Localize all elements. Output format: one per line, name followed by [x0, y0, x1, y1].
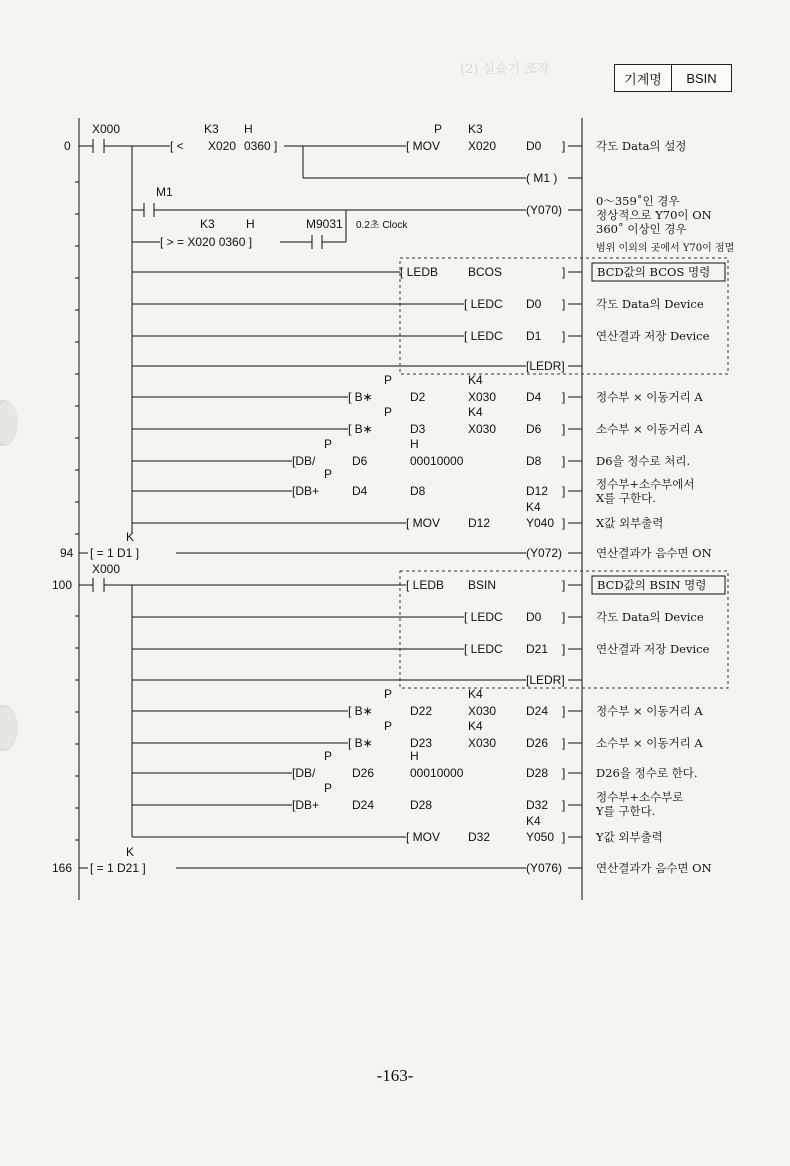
comment-store-dev-2: 연산결과 저장 Device — [596, 642, 710, 656]
comment-range-1: 0～359˚인 경우 — [596, 194, 680, 208]
ledb-bsin: [ LEDB — [406, 578, 445, 592]
arith1-b: X030 — [468, 422, 497, 436]
arith1-row-3 — [292, 467, 565, 498]
ledc-d1: [ LEDC — [464, 329, 503, 343]
clock-note: 0.2초 Clock — [356, 220, 408, 231]
arith2-op: [DB/ — [292, 766, 316, 780]
comment-neg2: 연산결과가 음수면 ON — [596, 861, 712, 875]
arith2-row-0 — [348, 687, 565, 718]
arith2-dst: D32 — [526, 798, 549, 812]
ledc-d0: [ LEDC — [464, 297, 503, 311]
arith2-a: D32 — [468, 830, 491, 844]
arith1-a: D12 — [468, 516, 491, 530]
arith1-row-2 — [292, 437, 565, 468]
arith1-a: D6 — [352, 454, 368, 468]
machine-name-label: 기계명 — [615, 65, 672, 91]
arith1-row-4 — [406, 500, 565, 530]
ledc2-d21-arg: D21 — [526, 642, 549, 656]
arith2-close: ] — [562, 830, 566, 844]
comment-sum2-2: Y를 구한다. — [596, 804, 656, 818]
arith2-op: [DB+ — [292, 798, 320, 812]
arith1-p: P — [384, 405, 393, 419]
mov-k3: K3 — [468, 122, 483, 136]
cmp-operand-b: 0360 ] — [244, 139, 278, 153]
arith2-p: P — [384, 719, 393, 733]
arith1-dst: D6 — [526, 422, 542, 436]
arith1-b: 00010000 — [410, 454, 464, 468]
ledr-2: [LEDR] — [526, 673, 565, 687]
arith2-b: X030 — [468, 736, 497, 750]
arith2-p: P — [324, 781, 333, 795]
arith2-row-4 — [406, 814, 565, 844]
arith2-row-1 — [348, 719, 565, 750]
ledb-bsin-arg: BSIN — [468, 578, 497, 592]
arith2-k: K4 — [526, 814, 541, 828]
arith2-dst: D24 — [526, 704, 549, 718]
comment-range-3: 360˚ 이상인 경우 — [596, 222, 687, 236]
comment-range-4: 범위 이외의 곳에서 Y70이 점멸 — [596, 243, 735, 254]
ledc-d1-arg: D1 — [526, 329, 542, 343]
arith1-a: D3 — [410, 422, 426, 436]
rung166-k: K — [126, 845, 135, 859]
cmp-k3: K3 — [204, 122, 219, 136]
arith2-row-3 — [292, 781, 565, 812]
step-0: 0 — [64, 139, 71, 153]
arith2-k: K4 — [468, 719, 483, 733]
step-166: 166 — [52, 861, 73, 875]
machine-name-value: BSIN — [686, 70, 717, 86]
arith1-op: [DB+ — [292, 484, 320, 498]
arith2-close: ] — [562, 736, 566, 750]
arith1-op: [DB/ — [292, 454, 316, 468]
ledc2-d0-arg: D0 — [526, 610, 542, 624]
arith2-dst: D26 — [526, 736, 549, 750]
arith2-op: [ B∗ — [348, 736, 373, 750]
arith2-b: D28 — [410, 798, 433, 812]
mov-instruction: [ MOV — [406, 139, 441, 153]
arith1-row-1 — [348, 405, 565, 436]
arith1-dst: Y040 — [526, 516, 555, 530]
arith2-k: K4 — [468, 687, 483, 701]
contact-m9031: M9031 — [306, 217, 343, 231]
coil-y076: (Y076) — [526, 861, 563, 875]
comment-sum1-2: X를 구한다. — [596, 491, 656, 505]
rung166-cmp: [ = 1 D21 ] — [90, 861, 146, 875]
arith1-row-0 — [348, 373, 565, 404]
comment-angle-set: 각도 Data의 설정 — [596, 139, 687, 153]
arith1-k: K4 — [526, 500, 541, 514]
ledc2-d21: [ LEDC — [464, 642, 503, 656]
arith1-p: P — [324, 437, 333, 451]
comment-yout: Y값 외부출력 — [596, 830, 663, 844]
ledc-d0-close: ] — [562, 297, 566, 311]
arith1-close: ] — [562, 484, 566, 498]
comment-bcos: BCD값의 BCOS 명령 — [597, 265, 711, 279]
comment-angle-dev-2: 각도 Data의 Device — [596, 610, 704, 624]
mov-dst: D0 — [526, 139, 542, 153]
arith2-dst: D28 — [526, 766, 549, 780]
arith1-close: ] — [562, 516, 566, 530]
cmp2-h: H — [246, 217, 255, 231]
mov-src: X020 — [468, 139, 497, 153]
comment-frac-a-2: 소수부 × 이동거리 A — [596, 736, 703, 750]
arith2-p: P — [384, 687, 393, 701]
rung94-cmp: [ = 1 D1 ] — [90, 546, 140, 560]
contact-x000: X000 — [92, 122, 121, 136]
coil-m1: ( M1 ) — [526, 171, 558, 185]
step-100: 100 — [52, 578, 73, 592]
comment-angle-dev: 각도 Data의 Device — [596, 297, 704, 311]
mov-p: P — [434, 122, 443, 136]
ledc2-d21-close: ] — [562, 642, 566, 656]
comment-int-a: 정수부 × 이동거리 A — [596, 390, 703, 404]
arith2-k: H — [410, 749, 419, 763]
arith1-p: P — [384, 373, 393, 387]
arith1-a: D4 — [352, 484, 368, 498]
step-94: 94 — [60, 546, 74, 560]
arith2-a: D22 — [410, 704, 433, 718]
arith2-row-2 — [292, 749, 565, 780]
contact-m1: M1 — [156, 185, 173, 199]
arith2-p: P — [324, 749, 333, 763]
arith1-op: [ MOV — [406, 516, 441, 530]
ledb-bcos: [ LEDB — [400, 265, 439, 279]
cmp2-instruction: [ > = X020 0360 ] — [160, 235, 253, 249]
ledc2-d0-close: ] — [562, 610, 566, 624]
cmp-operand-a: X020 — [208, 139, 237, 153]
arith1-k: H — [410, 437, 419, 451]
rung94-k: K — [126, 530, 135, 544]
bleed-through-text: (2) 실습기 조작 — [460, 62, 550, 77]
contact-x000-2: X000 — [92, 562, 121, 576]
arith1-close: ] — [562, 454, 566, 468]
arith1-k: K4 — [468, 373, 483, 387]
comment-neg1: 연산결과가 음수면 ON — [596, 546, 712, 560]
arith1-dst: D12 — [526, 484, 549, 498]
comment-int-a-2: 정수부 × 이동거리 A — [596, 704, 703, 718]
arith2-close: ] — [562, 798, 566, 812]
arith1-k: K4 — [468, 405, 483, 419]
arith2-op: [ B∗ — [348, 704, 373, 718]
comment-d6: D6을 정수로 처리. — [596, 454, 691, 468]
comment-xout: X값 외부출력 — [596, 516, 664, 530]
arith1-op: [ B∗ — [348, 390, 373, 404]
arith2-a: D23 — [410, 736, 433, 750]
ledb-bsin-close: ] — [562, 578, 566, 592]
arith2-a: D26 — [352, 766, 375, 780]
ledc2-d0: [ LEDC — [464, 610, 503, 624]
comment-store-dev: 연산결과 저장 Device — [596, 329, 710, 343]
mov-close: ] — [562, 139, 566, 153]
coil-y072: (Y072) — [526, 546, 563, 560]
ledb-bcos-arg: BCOS — [468, 265, 503, 279]
comment-d26: D26을 정수로 한다. — [596, 766, 698, 780]
arith2-close: ] — [562, 766, 566, 780]
cmp2-k3: K3 — [200, 217, 215, 231]
arith2-op: [ MOV — [406, 830, 441, 844]
arith2-close: ] — [562, 704, 566, 718]
arith1-b: X030 — [468, 390, 497, 404]
arith2-a: D24 — [352, 798, 375, 812]
comment-frac-a: 소수부 × 이동거리 A — [596, 422, 703, 436]
arith2-dst: Y050 — [526, 830, 555, 844]
comment-range-2: 정상적으로 Y70이 ON — [596, 208, 712, 222]
ledb-bcos-close: ] — [562, 265, 566, 279]
page-number: -163- — [376, 1066, 414, 1085]
ledc-d1-close: ] — [562, 329, 566, 343]
arith1-op: [ B∗ — [348, 422, 373, 436]
cmp-instruction: [ < — [170, 139, 184, 153]
ledc-d0-arg: D0 — [526, 297, 542, 311]
arith1-p: P — [324, 467, 333, 481]
comment-sum2-1: 정수부+소수부로 — [596, 790, 684, 804]
arith2-b: X030 — [468, 704, 497, 718]
arith2-b: 00010000 — [410, 766, 464, 780]
arith1-close: ] — [562, 422, 566, 436]
arith1-a: D2 — [410, 390, 426, 404]
ledr-1: [LEDR] — [526, 359, 565, 373]
comment-sum1-1: 정수부+소수부에서 — [596, 477, 695, 491]
arith1-b: D8 — [410, 484, 426, 498]
arith1-dst: D4 — [526, 390, 542, 404]
coil-y070: (Y070) — [526, 203, 563, 217]
comment-bsin: BCD값의 BSIN 명령 — [597, 578, 707, 592]
cmp-h: H — [244, 122, 253, 136]
arith1-dst: D8 — [526, 454, 542, 468]
arith1-close: ] — [562, 390, 566, 404]
